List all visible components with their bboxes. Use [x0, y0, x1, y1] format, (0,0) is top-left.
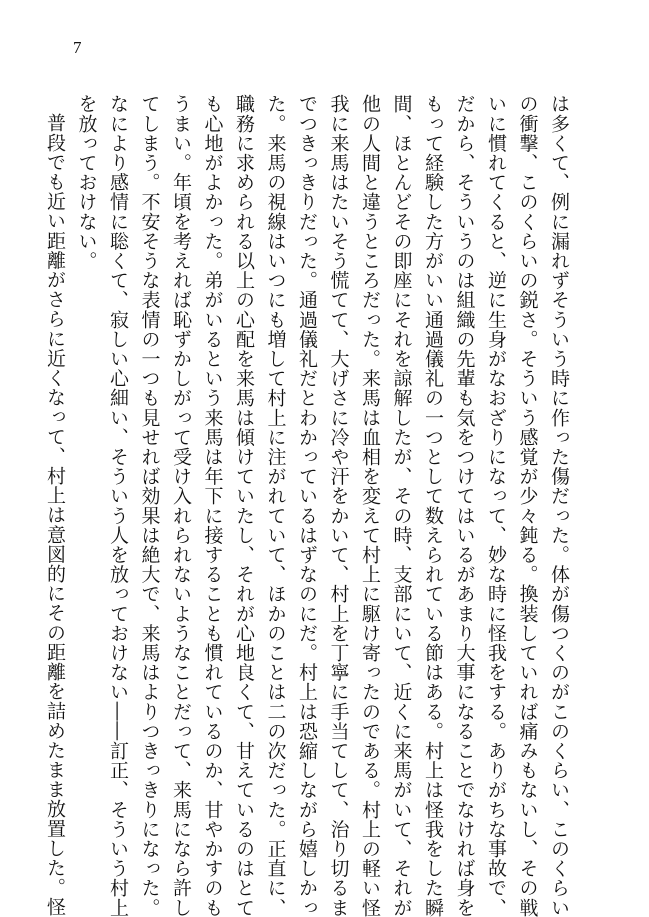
paragraph-1 — [70, 94, 574, 917]
text-line: は多くて、例に漏れずそういう時に作った傷だった。体が傷つくのがこのくらい、このくらい — [548, 94, 570, 917]
text-line: 間、ほとんどその即座にそれを諒解したが、その時、支部にいて、近くに来馬がいて、それが — [390, 94, 413, 917]
text-line: 他の人間と違うところだった。来馬は血相を変えて村上に駆け寄ったのである。村上の軽い怪 — [359, 94, 381, 917]
text-line: 普段でも近い距離がさらに近くなって、村上は意図的にその距離を詰めたまま放置した。怪 — [44, 113, 66, 917]
text-line: いに慣れてくると、逆に生身がなおざりになって、妙な時に怪我をする。ありがちな事故で、 — [485, 94, 507, 917]
text-line: もって経験した方がいい通過儀礼の一つとして数えられている節はある。村上は怪我をした瞬 — [422, 94, 444, 917]
text-line: 我に来馬はたいそう慌てて、大げさに冷や汗をかいて、村上を丁寧に手当てして、治り切るま — [327, 94, 350, 917]
text-line: を放っておけない。 — [75, 94, 98, 271]
text-line: た。来馬の視線はいつにも増して村上に注がれていて、ほかのことは二の次だった。正直に、 — [264, 94, 287, 917]
text-line: 職務に求められる以上の心配を来馬は傾けていたし、それが心地良くて、甘えているのはとて — [233, 94, 255, 917]
text-line: なにより感情に聡くて、寂しい心細い、そういう人を放っておけない――訂正、そういう村上 — [107, 94, 129, 917]
page-number: 7 — [73, 38, 82, 57]
text-line: てしまう。不安そうな表情の一つも見せれば効果は絶大で、来馬はよりつきっきりになった。 — [138, 94, 161, 917]
vertical-text-body — [44, 94, 574, 917]
text-line: うまい。年頃を考えれば恥ずかしがって受け入れられないようなことだって、来馬になら許し — [170, 94, 192, 917]
text-line: でつきっきりだった。通過儀礼だとわかっているはずなのにだ。村上は恐縮しながら嬉しかっ — [296, 94, 318, 917]
text-line: の衝撃、このくらいの鋭さ。そういう感覚が少々鈍る。換装していれば痛みもないし、その戦 — [516, 94, 539, 917]
text-line: だから、そういうのは組織の先輩も気をつけてはいるがあまり大事になることでなければ身を — [453, 94, 476, 917]
paragraph-2 — [39, 94, 71, 917]
text-line: も心地がよかった。弟がいるという来馬は年下に接することも慣れているのか、甘やかすのも — [201, 94, 224, 917]
